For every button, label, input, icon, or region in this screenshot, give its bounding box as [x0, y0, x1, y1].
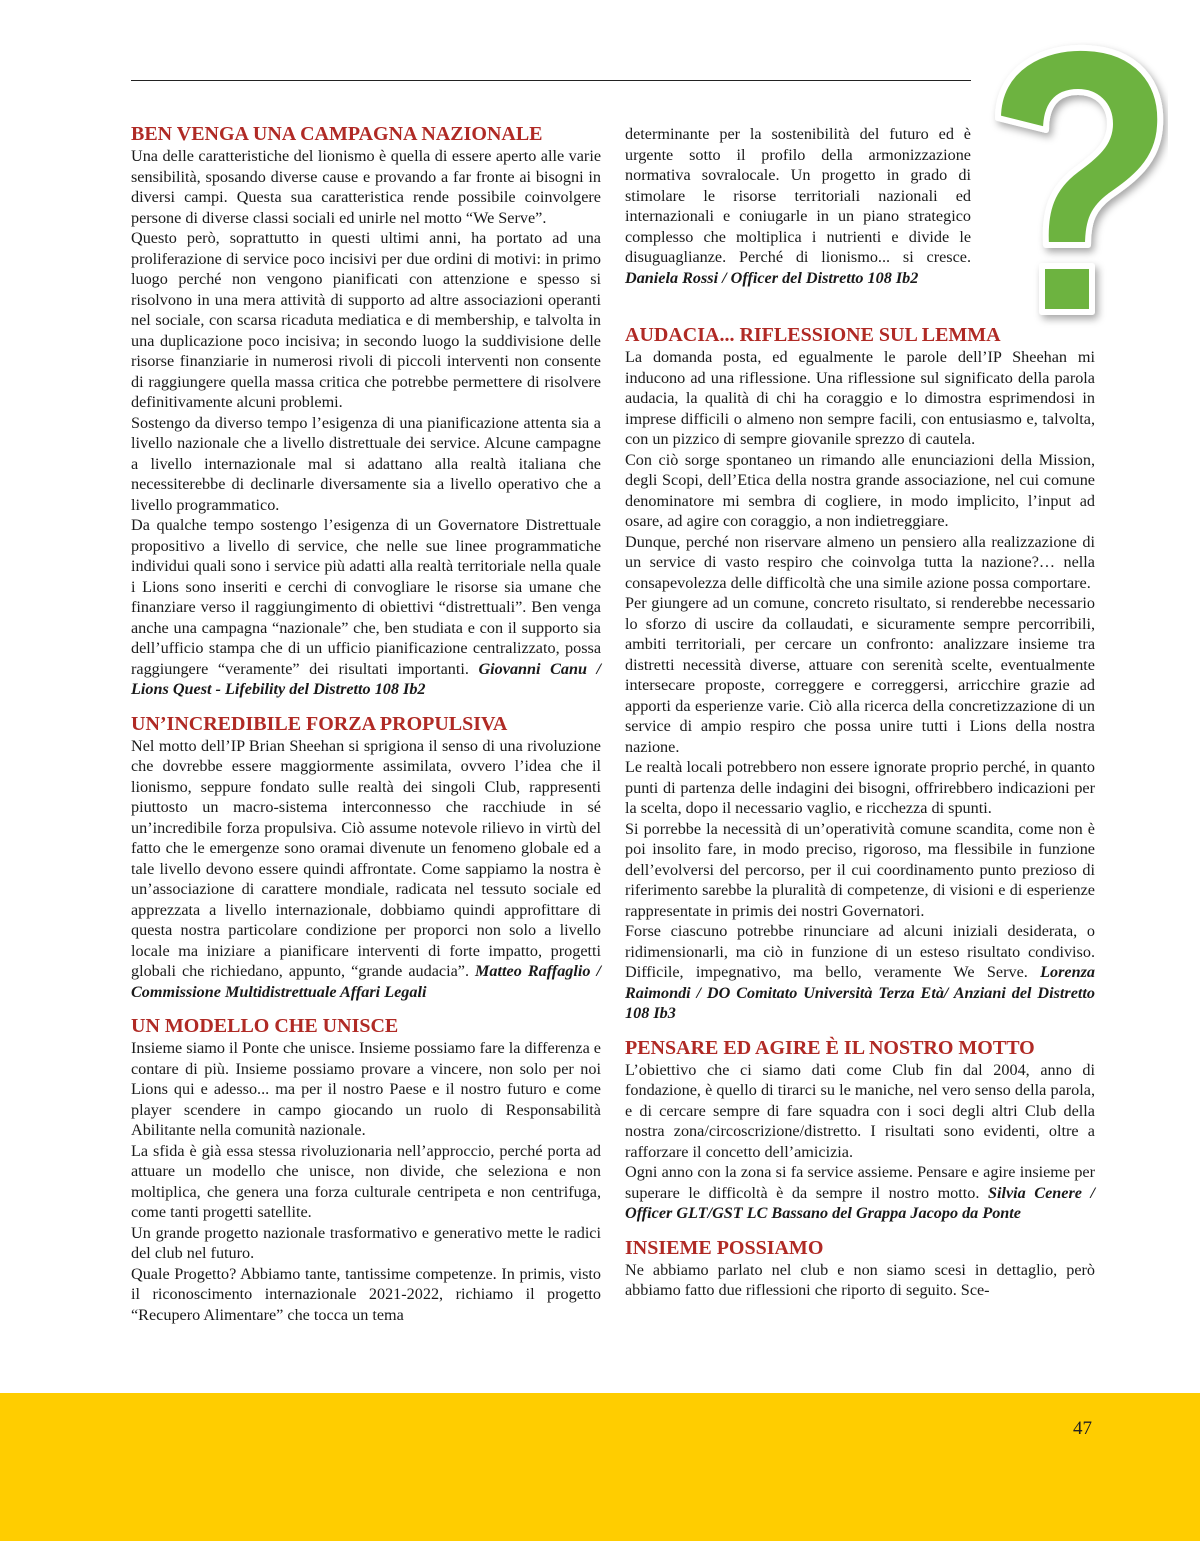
- paragraph: La domanda posta, ed egualmente le parole dell’IP Sheehan mi inducono ad una riflessione. Una riflessione sul significato della parola audacia, la qualità di chi ha coraggio e lo dimostra esprimendosi in imprese difficili o almeno non sempre facili, con entusiasmo e, talvolta, con un pizzico di sempre giovanile sprezzo di cautela.: [625, 348, 1095, 448]
- section-campagna-nazionale: [131, 122, 601, 700]
- section-title: UN’INCREDIBILE FORZA PROPULSIVA: [131, 712, 508, 735]
- author-signature: Daniela Rossi / Officer del Distretto 108 Ib2: [625, 268, 919, 287]
- paragraph: Un grande progetto nazionale trasformativo e generativo mette le radici del club nel futuro.: [131, 1223, 601, 1262]
- section-title: AUDACIA... RIFLESSIONE SUL LEMMA: [625, 324, 1001, 346]
- paragraph: Dunque, perché non riservare almeno un pensiero alla realizzazione di un service di vasto respiro che coinvolga tutta la nazione?… nella consapevolezza delle difficoltà che una simile azione possa comportare.: [625, 532, 1095, 592]
- paragraph: Questo però, soprattutto in questi ultimi anni, ha portato ad una proliferazione di service poco incisivi per due ordini di motivi: in primo luogo perché non vengono pianificati con attenzione e spesso si risolvono in una mera attività di supporto ad altre associazioni operanti nel sociale, con scarsa ricaduta mediatica e di membership, e talvolta in una duplicazione poco incisiva; in secondo luogo la suddivisione delle risorse finanziarie in numerosi rivoli di piccoli interventi non consente di raggiungere quella massa critica che potrebbe permettere di risolvere definitivamente alcuni problemi.: [131, 229, 601, 411]
- section-audacia: [625, 323, 1095, 1024]
- section-modello-che-unisce: [131, 1014, 601, 1325]
- author-signature: Silvia Cenere / Officer GLT/GST LC Bassano del Grappa Jacopo da Ponte: [625, 1183, 1095, 1222]
- left-column: [131, 122, 601, 1337]
- paragraph: [625, 1162, 1095, 1224]
- paragraph: Insieme siamo il Ponte che unisce. Insieme possiamo fare la differenza e contare di più. Insieme possiamo provare a vincere, non solo per noi Lions qui e adesso... ma per il nostro Paese e il nostro futuro e come player scendere in campo giocando un ruolo di Responsabilità Abilitante nella comunità nazionale.: [131, 1039, 601, 1139]
- section-title: INSIEME POSSIAMO: [625, 1236, 824, 1259]
- section-pensare-ed-agire: [625, 1036, 1095, 1224]
- section-title: PENSARE ED AGIRE È IL NOSTRO MOTTO: [625, 1036, 1035, 1059]
- paragraph: [131, 515, 601, 700]
- author-signature: Matteo Raffaglio / Commissione Multidistrettuale Affari Legali: [131, 962, 601, 1001]
- section-insieme-possiamo: [625, 1236, 1095, 1301]
- paragraph: Con ciò sorge spontaneo un rimando alle enunciazioni della Mission, degli Scopi, dell’Etica della nostra grande associazione, nel cui comune denominatore mi sembra di cogliere, in modo implicito, l’input ad osare, ad agire con coraggio, a non indietreggiare.: [625, 450, 1095, 530]
- right-column-top: [625, 124, 971, 288]
- paragraph: Sostengo da diverso tempo l’esigenza di una pianificazione attenta sia a livello nazionale che a livello distrettuale dei service. Alcune campagne a livello internazionale mal si adattano alla realtà italiana che necessiterebbe di declinarle diversamente sia a livello operativo che a livello programmatico.: [131, 413, 601, 514]
- section-forza-propulsiva: [131, 712, 601, 1003]
- paragraph-text: Nel motto dell’IP Brian Sheehan si sprigiona il senso di una rivoluzione che dovrebbe essere maggiormente assimilata, ovvero l’idea che il lionismo, seppure fondato sulle realtà dei singoli Club, rappresenti piuttosto un macro-sistema interconnesso che racchiude in sé un’incredibile forza propulsiva. Ciò assume notevole rilievo in virtù del fatto che le emergenze sono oramai divenute un fenomeno globale ed a tale livello devono essere quindi affrontate. Come sappiamo la nostra è un’associazione di carattere mondiale, radicata nel tessuto sociale ed apprezzata a livello internazionale, dobbiamo quindi approfittare di questa nostra particolare condizione per proporci non solo a livello locale ma iniziare a pianificare interventi di forte impatto, progetti globali che richiedano, appunto, “grande audacia”.: [131, 736, 601, 980]
- top-rule: [131, 80, 971, 81]
- paragraph: Le realtà locali potrebbero non essere ignorate proprio perché, in quanto punti di partenza delle indagini dei bisogni, offrirebbero indicazioni per la scelta, dopo il necessario vaglio, e ricchezza di spunti.: [625, 758, 1095, 817]
- paragraph-text: determinante per la sostenibilità del futuro ed è urgente sotto il profilo della armonizzazione normativa sovralocale. Un progetto in grado di stimolare le risorse territoriali nazionali ed internazionali e coniugarle in un piano strategico complesso che moltiplica i nutrienti e divide le disuguaglianze. Perché di lionismo... si cresce.: [625, 125, 971, 266]
- footer-band: [0, 1393, 1200, 1541]
- paragraph: La sfida è già essa stessa rivoluzionaria nell’approccio, perché porta ad attuare un modello che unisce, non divide, che seleziona e non moltiplica, che genera una forza culturale centripeta e non centrifuga, come tanti progetti satellite.: [131, 1141, 601, 1221]
- author-signature: Giovanni Canu / Lions Quest - Lifebility del Distretto 108 Ib2: [131, 659, 602, 698]
- paragraph: [625, 921, 1095, 1024]
- author-signature: Lorenza Raimondi / DO Comitato Università Terza Età/ Anziani del Distretto 108 Ib3: [625, 963, 1095, 1022]
- paragraph-text: Forse ciascuno potrebbe rinunciare ad alcuni iniziali desiderata, o ridimensionarli, ma ciò in funzione di un esteso risultato condiviso. Difficile, impegnativo, ma bello, veramente We Serve.: [625, 922, 1095, 981]
- page-number: 47: [1073, 1418, 1092, 1439]
- paragraph: Si porrebbe la necessità di un’operatività comune scandita, come non è poi insolito fare, in modo preciso, rigoroso, ma flessibile in funzione dell’evolversi del percorso, per il cui coordinamento punto prezioso di riferimento sarebbe la pluralità di competenze, di visioni e di esperienze rappresentate in primis dei nostri Governatori.: [625, 819, 1095, 920]
- right-column: [625, 323, 1095, 1313]
- paragraph: L’obiettivo che ci siamo dati come Club fin dal 2004, anno di fondazione, è quello di tirarci su le maniche, nel vero senso della parola, e di cercare sempre di fare squadra con i soci degli altri Club della nostra zona/circoscrizione/distretto. I risultati sono evidenti, oltre a rafforzare il concetto dell’amicizia.: [625, 1060, 1095, 1161]
- paragraph: Per giungere ad un comune, concreto risultato, si renderebbe necessario lo sforzo di uscire da collaudati, e sicuramente sempre percorribili, ambiti territoriali, per cercare un confronto: analizzare insieme tra distretti necessità diverse, attuare con serenità scelte, eventualmente intersecare proposte, correggere e correggersi, arricchire grazie ad apporti da esperienze varie. Ciò alla ricerca della concretizzazione di un service di ampio respiro che possa unire tutti i Lions della nostra nazione.: [625, 594, 1095, 756]
- question-mark-icon: [968, 40, 1168, 340]
- paragraph: Una delle caratteristiche del lionismo è quella di essere aperto alle varie sensibilità, sposando diverse cause e provando a far fronte ai bisogni in diversi campi. Questa sua caratteristica rende possibile coinvolgere persone di diverse classi sociali ed unirle nel motto “We Serve”.: [131, 147, 601, 227]
- section-title: BEN VENGA UNA CAMPAGNA NAZIONALE: [131, 123, 543, 145]
- paragraph: Quale Progetto? Abbiamo tante, tantissime competenze. In primis, visto il riconoscimento internazionale 2021-2022, richiamo il progetto “Recupero Alimentare” che tocca un tema: [131, 1264, 601, 1324]
- paragraph-text: Da qualche tempo sostengo l’esigenza di un Governatore Distrettuale propositivo a livello di service, che nelle sue linee programmatiche individui quali sono i service più adatti alla realtà territoriale nella quale i Lions sono inseriti e cerchi di convogliare le risorse sia umane che finanziare verso il raggiungimento di obiettivi “distrettuali”. Ben venga anche una campagna “nazionale” che, ben studiata e con il supporto sia dell’ufficio stampa che di un ufficio pianificazione centralizzato, possa raggiungere “veramente” dei risultati importanti.: [131, 516, 601, 678]
- paragraph: [625, 124, 971, 288]
- paragraph-text: Ogni anno con la zona si fa service assieme. Pensare e agire insieme per superare le difficoltà è da sempre il nostro motto.: [625, 1163, 1095, 1202]
- paragraph: [131, 736, 601, 1003]
- paragraph: Ne abbiamo parlato nel club e non siamo scesi in dettaglio, però abbiamo fatto due riflessioni che riporto di seguito. Sce-: [625, 1260, 1095, 1299]
- section-title: UN MODELLO CHE UNISCE: [131, 1015, 399, 1037]
